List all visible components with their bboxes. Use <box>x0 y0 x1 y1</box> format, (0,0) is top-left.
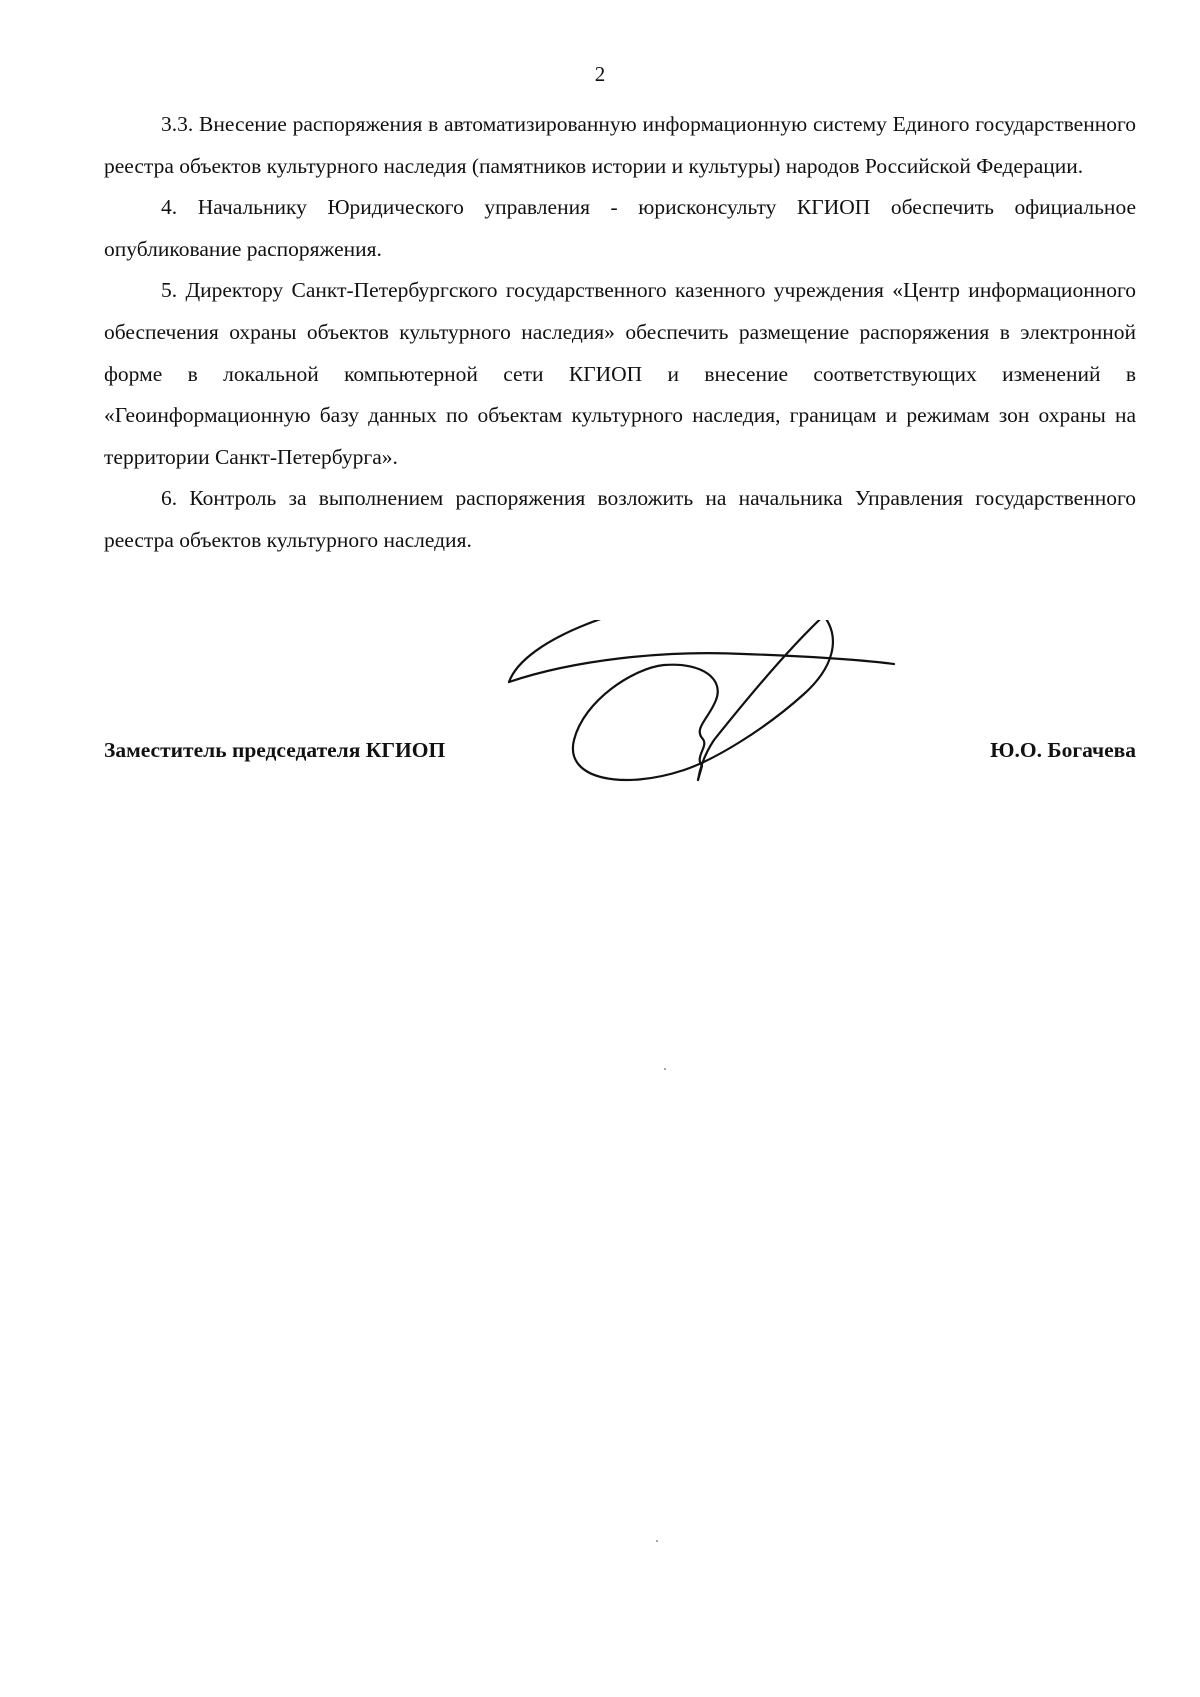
scan-speck <box>664 1068 666 1070</box>
handwritten-signature <box>104 620 1136 840</box>
paragraph-5: 5. Директору Санкт-Петербургского государственного казенного учреждения «Центр информационного обеспечения охраны объектов культурного наследия» обеспечить размещение распоряжения в электронной форме в локальной компьютерной сети КГИОП и внесение соответствующих изменений в «Геоинформационную базу данных по объектам культурного наследия, границам и режимам зон охраны на территории Санкт-Петербурга». <box>104 278 1136 469</box>
scan-speck <box>656 1540 658 1542</box>
page-number: 2 <box>594 62 606 86</box>
paragraph-3-3: 3.3. Внесение распоряжения в автоматизированную информационную систему Единого государственного реестра объектов культурного наследия (памятников истории и культуры) народов Российской Федерации. <box>104 112 1136 178</box>
paragraph-4: 4. Начальнику Юридического управления - юрисконсульту КГИОП обеспечить официальное опубликование распоряжения. <box>104 195 1136 261</box>
signatory-name: Ю.О. Богачева <box>990 738 1136 762</box>
paragraph-6: 6. Контроль за выполнением распоряжения возложить на начальника Управления государственного реестра объектов культурного наследия. <box>104 486 1136 552</box>
signature-block <box>104 620 1136 840</box>
document-body <box>104 104 1136 562</box>
signatory-position: Заместитель председателя КГИОП <box>104 738 446 762</box>
